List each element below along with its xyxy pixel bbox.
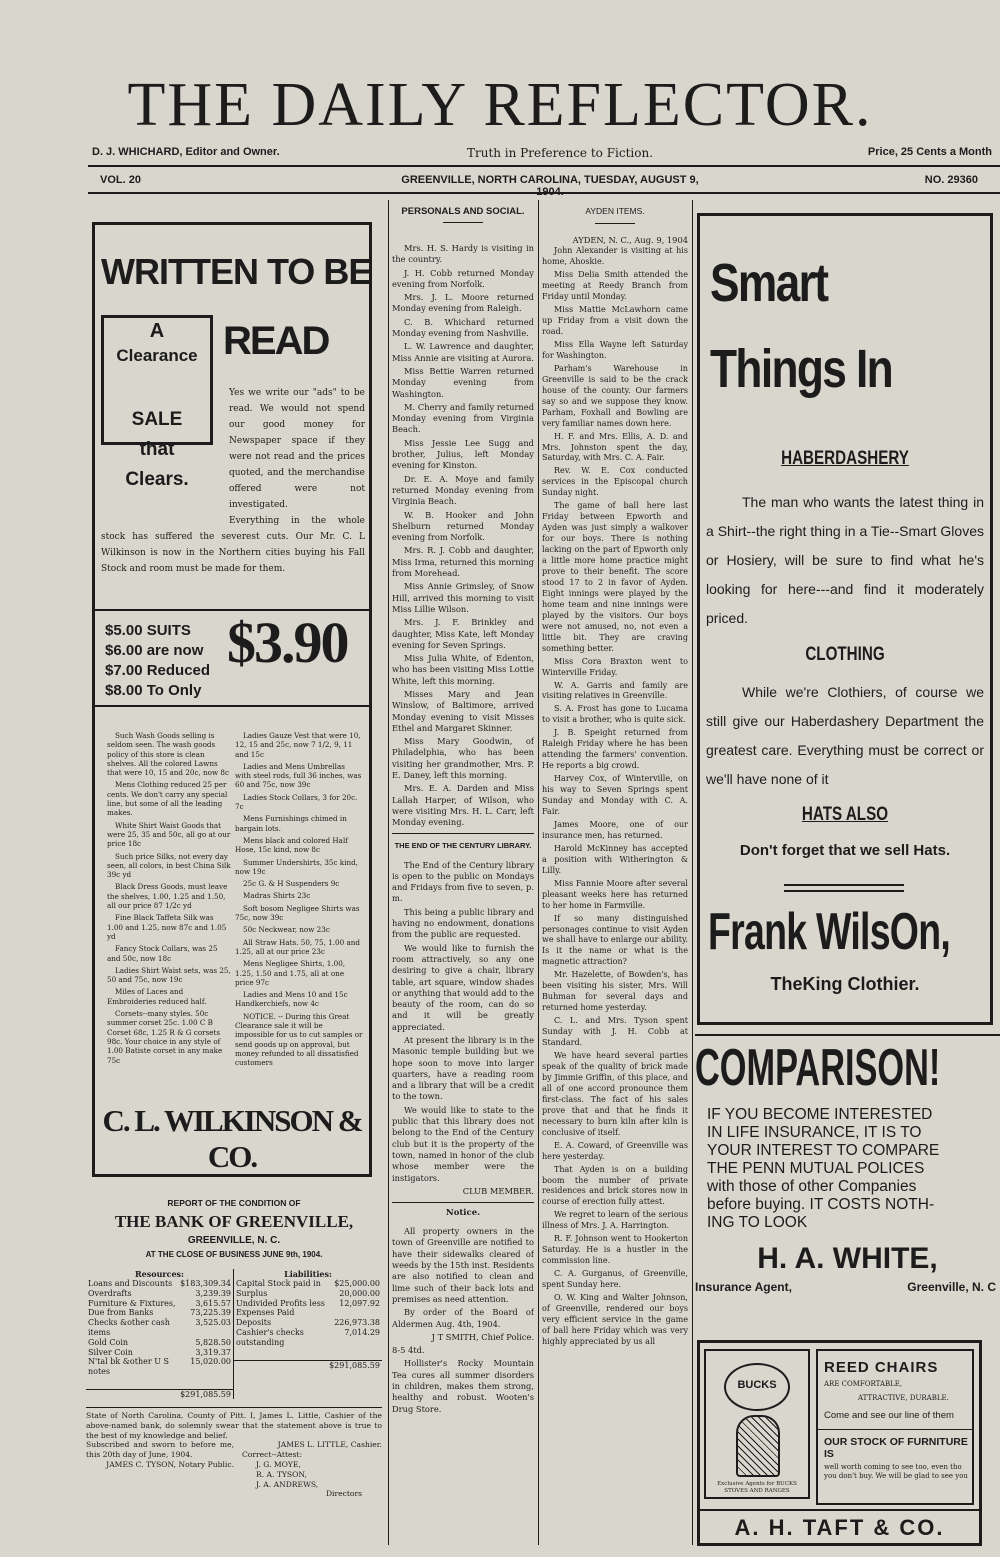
sale-item: Madras Shirts 23c xyxy=(243,891,311,901)
row-value: 3,319.37 xyxy=(195,1347,231,1357)
row-value: 3,615.57 xyxy=(195,1298,231,1308)
sale-item: Ladies Shirt Waist sets, was 25, 50 and 75c, now 19c xyxy=(107,965,231,985)
hollister-item: Hollister's Rocky Mountain Tea cures all summer disorders in children, makes them strong, healthy and robust. Wooten's Drug Store. xyxy=(392,1358,534,1414)
paragraph: Miss Fannie Moore after several pleasant weeks here has returned to her home in Farmville. xyxy=(542,878,688,910)
library-rule xyxy=(392,833,534,834)
sale-item: Mens Clothing reduced 25 per cents. We don't carry any special line, but some of all the leading makes. xyxy=(107,780,228,818)
clears-word: Clears. xyxy=(125,469,189,490)
row-value: 226,973.38 xyxy=(334,1318,380,1328)
sale-lines xyxy=(101,405,213,495)
wilson-ad xyxy=(697,213,993,1025)
paragraph: This being a public library and having no endowment, donations from the public are requested. xyxy=(392,906,534,940)
sale-item: Soft bosom Negligee Shirts was 75c, now 39c xyxy=(235,903,360,923)
liabilities-column xyxy=(234,1269,382,1399)
row-label: Capital Stock paid in xyxy=(236,1279,321,1288)
bank-report xyxy=(86,1198,382,1543)
comparison-line: IF YOU BECOME INTERESTED xyxy=(707,1106,933,1123)
directors-label: Directors xyxy=(325,1489,362,1499)
suits-line-3: $7.00 Reduced xyxy=(105,662,211,679)
bank-date-line: AT THE CLOSE OF BUSINESS JUNE 9th, 1904. xyxy=(145,1250,323,1259)
column-rule-1 xyxy=(388,200,389,1545)
paragraph: Miss Bettie Warren returned Monday evening from Washington. xyxy=(392,365,534,399)
comparison-line: THE PENN MUTUAL POLICES xyxy=(707,1160,925,1177)
row-label: N'tal bk &other U S notes xyxy=(88,1357,169,1377)
director-3: J. A. ANDREWS, xyxy=(256,1479,319,1489)
sale-item: Mens Negligee Shirts, 1.00, 1.25, 1.50 and 1.75, all at one price 97c xyxy=(235,959,346,987)
notice-rule xyxy=(392,1202,534,1203)
wilson-body-3: Don't forget that we sell Hats. xyxy=(739,842,951,859)
sale-item: Corsets--many styles. 50c summer corset 25c. 1.00 C B Corset 68c, 1.25 R & G corsets 98c. Your choice in any style of 1.00 Batiste corset in any make 75c xyxy=(107,1009,223,1065)
column-personals xyxy=(392,206,534,1546)
notice-body: All property owners in the town of Greenville are notified to have their sidewalks cleared of weeds by the 15th inst. Residents are also notified to clean and lime such of their back lots and premises as need attention. xyxy=(392,1226,534,1304)
notice-signed: J T SMITH, Chief Police. xyxy=(431,1331,534,1342)
sale-item: Mens Furnishings chimed in bargain lots. xyxy=(235,814,347,833)
paragraph: J. H. Cobb returned Monday evening from Norfolk. xyxy=(392,267,534,289)
taft-caption: Exclusive Agents for BUCKS STOVES AND RANGES xyxy=(717,1481,797,1494)
row-label: Silver Coin xyxy=(88,1347,133,1357)
attest-block xyxy=(234,1440,382,1499)
notice-ref: 8-5 4td. xyxy=(392,1345,425,1356)
subscribed-line: Subscribed and sworn to before me, this 20th day of June, 1904. xyxy=(86,1440,234,1460)
cashier-name: JAMES L. LITTLE, Cashier. xyxy=(277,1440,382,1450)
wilkinson-headline: WRITTEN TO BE xyxy=(101,251,372,292)
paragraph: L. W. Lawrence and daughter, Miss Annie are visiting at Aurora. xyxy=(392,341,534,363)
paragraph: Parham's Warehouse in Greenville is said to be the crack house of the county. Our farmers say so and we suppose they know. Parham, Foxhall and Bowling are very familiar names down here. xyxy=(542,363,688,428)
paragraph: Harold McKinney has accepted a position with Witherington & Lilly. xyxy=(542,843,688,875)
table-row xyxy=(234,1328,382,1348)
dateline: GREENVILLE, NORTH CAROLINA, TUESDAY, AUGUST 9, xyxy=(401,174,699,186)
table-row xyxy=(86,1318,233,1338)
paragraph: Rev. W. E. Cox conducted services in the Episcopal church Sunday night. xyxy=(542,466,688,498)
wilson-body-1: The man who wants the latest thing in a Shirt--the right thing in a Tie--Smart Gloves or Hosiery, will be sure to find what he's looking for here---and find it moderately priced. xyxy=(706,494,984,626)
row-value: 3,525.03 xyxy=(195,1318,231,1328)
reed-line-3: Come and see our line of them xyxy=(824,1410,954,1421)
paragraph: We would like to state to the public that this library does not belong to the End of the Century club but it is the property of the town, named in honor of the club whose member were the instigators. xyxy=(392,1104,534,1183)
notice-order: By order of the Board of Aldermen Aug. 4th, 1904. xyxy=(392,1307,534,1329)
reed-chair-icon xyxy=(736,1415,780,1477)
reed-line-2: ATTRACTIVE, DURABLE. xyxy=(858,1394,949,1402)
paragraph: That Ayden is on a building boom the number of private residences and brick stores now in course of erection fully attest. xyxy=(542,1164,688,1207)
bank-tables xyxy=(86,1269,382,1399)
row-value: 5,828.50 xyxy=(195,1337,231,1347)
paragraph: M. Cherry and family returned Monday evening from Virginia Beach. xyxy=(392,401,534,435)
wilson-haberdashery: HABERDASHERY xyxy=(781,448,909,469)
table-row xyxy=(86,1299,233,1309)
suits-line-1: $5.00 SUITS xyxy=(105,622,191,639)
wilson-tagline: TheKing Clothier. xyxy=(770,974,920,994)
motto: Truth in Preference to Fiction. xyxy=(466,146,654,160)
paragraph: Miss Jessie Lee Sugg and brother, Julius, left Monday evening for Kinston. xyxy=(392,437,534,471)
paragraph: Mrs. H. S. Hardy is visiting in the country. xyxy=(392,243,534,265)
sale-item: Black Dress Goods, must leave the shelves, 1.00, 1.25 and 1.50, all our price 87 1/2c yd xyxy=(107,882,228,911)
table-row xyxy=(234,1279,382,1289)
sale-item: Ladies and Mens 10 and 15c Handkerchiefs, now 4c xyxy=(235,990,348,1009)
table-row xyxy=(86,1279,233,1289)
paragraph: Mr. Hazelette, of Bowden's, has been visiting his sister, Mrs. Will Buhman for several days and returned home yesterday. xyxy=(542,970,688,1013)
column-ayden xyxy=(542,206,688,1546)
issue-number: NO. 29360 xyxy=(924,174,978,186)
paragraph: Dr. E. A. Moye and family returned Monday evening from Virginia Beach. xyxy=(392,473,534,507)
ayden-list xyxy=(542,246,688,1348)
row-label: Cashier's checks outstanding xyxy=(236,1327,304,1347)
comparison-line: with those of other Companies xyxy=(707,1178,917,1195)
sale-item: 25c G. & H Suspenders 9c xyxy=(243,879,340,889)
paragraph: Miss Mattie McLawhorn came up Friday from a visit down the road. xyxy=(542,305,688,336)
paragraph: C. A. Gurganus, of Greenville, spent Sunday here. xyxy=(542,1269,688,1290)
reed-line-1: ARE COMFORTABLE, xyxy=(824,1380,903,1388)
paragraph: Mrs. J. F. Brinkley and daughter, Miss Kate, left Monday evening for Seven Springs. xyxy=(392,617,534,650)
suits-list xyxy=(105,621,210,701)
table-row xyxy=(86,1308,233,1318)
table-row xyxy=(86,1338,233,1348)
liabilities-total: $291,085.59 xyxy=(234,1360,382,1370)
wilkinson-signature: C. L. WILKINSON & CO. xyxy=(102,1103,362,1174)
row-label: Overdrafts xyxy=(88,1288,132,1298)
table-row xyxy=(86,1348,233,1358)
paragraph: W. A. Garris and family are visiting relatives in Greenville. xyxy=(542,680,688,701)
paragraph: Mrs. R. J. Cobb and daughter, Miss Irma, returned this morning from Morehead. xyxy=(392,545,534,579)
sale-item: Mens black and colored Half Hose, 15c kind, now 8c xyxy=(235,835,348,855)
row-label: Loans and Discounts xyxy=(88,1279,173,1288)
sale-item: Ladies and Mens Umbrellas with steel rods, full 36 inches, was 60 and 75c, now 39c xyxy=(235,761,362,790)
wilson-ornament xyxy=(784,884,904,892)
paragraph: We would like to furnish the room attractively, so any one desiring to give a chair, library table, art square, window shades or anything that would add to the beauty of the room, can do so and it will be greatly appreciated. xyxy=(392,942,534,1032)
comparison-line: IN LIFE INSURANCE, IT IS TO xyxy=(707,1124,922,1141)
sale-item: Such price Silks, not every day seen, all colors, in best China Silk 39c yd xyxy=(107,851,231,880)
row-value: 12,097.92 xyxy=(339,1298,380,1308)
items-right xyxy=(235,731,363,1071)
paragraph: John Alexander is visiting at his home, Ahoskie. xyxy=(542,246,688,267)
ayden-heading: AYDEN ITEMS. xyxy=(585,206,645,216)
comparison-line: ING TO LOOK xyxy=(707,1214,808,1231)
paragraph: Misses Mary and Jean Winslow, of Baltimore, arrived Monday evening to visit Misses Ethel and Margaret Skinner. xyxy=(392,688,534,733)
correct-attest: Correct--Attest: xyxy=(242,1450,303,1460)
row-value: 7,014.29 xyxy=(344,1327,380,1337)
row-label: Due from Banks xyxy=(88,1308,154,1318)
sale-word: SALE xyxy=(131,409,183,430)
comparison-line: YOUR INTEREST TO COMPARE xyxy=(707,1142,940,1159)
bank-place: GREENVILLE, N. C. xyxy=(187,1235,281,1246)
reed-chairs-headline: REED CHAIRS xyxy=(824,1359,939,1376)
taft-ad xyxy=(697,1340,982,1546)
bank-signatures xyxy=(86,1440,382,1499)
sale-item: Such Wash Goods selling is seldom seen. The wash goods policy of this store is clean shelves. All the colored Lawns that were 10, 15 and 20c, now 8c xyxy=(107,731,230,778)
sale-item: Fancy Stock Collars, was 25 and 50c, now 18c xyxy=(107,944,218,963)
editor-line: D. J. WHICHARD, Editor and Owner. xyxy=(92,146,280,158)
comparison-headline: COMPARISON! xyxy=(695,1039,941,1097)
paragraph: Mrs. E. A. Darden and Miss Lallah Harper, of Wilson, who were visiting Mrs. H. L. Carr, left Monday evening. xyxy=(392,783,534,828)
items-left xyxy=(107,731,231,1068)
paragraph: The game of ball here last Friday between Epworth and Ayden was just simply a walkover for our boys. There is nothing lacking on the part of Epworth only a little more home practice might prove to their benefit. The score stood 17 to 2 in favor of Ayden. Eight innings were played by the home team and nine innings were played by the visitors. Our boys were not amused, no, not even a little bit. They are craving something better. xyxy=(542,501,688,653)
bank-report-line1: REPORT OF THE CONDITION OF xyxy=(167,1198,301,1208)
comparison-name: H. A. WHITE, xyxy=(757,1242,938,1275)
row-value: 73,225.39 xyxy=(190,1308,231,1318)
wilkinson-body-1: Yes we write our "ads" to be read. We would not spend our good money for Newspaper space if they were not read and the prices quoted, and the merchandise offered were not investigated. xyxy=(229,388,365,510)
paragraph: Mrs. J. L. Moore returned Monday evening from Raleigh. xyxy=(392,292,534,314)
wilson-hats: HATS ALSO xyxy=(801,804,889,825)
director-2: R. A. TYSON, xyxy=(256,1469,307,1479)
row-label: Furniture & Fixtures, xyxy=(88,1298,176,1308)
row-value: 20,000.00 xyxy=(339,1288,380,1298)
paragraph: C. L. and Mrs. Tyson spent Sunday with J. H. Cobb at Standard. xyxy=(542,1016,688,1048)
resources-header: Resources: xyxy=(134,1269,185,1279)
table-row xyxy=(86,1289,233,1299)
furniture-stock-body: well worth coming to see too, even tho you don't buy. We will be glad to see you xyxy=(824,1463,968,1480)
paragraph: Miss Julia White, of Edenton, who has been visiting Miss Lottie White, left this morning. xyxy=(392,653,534,686)
wilson-clothing: CLOTHING xyxy=(805,644,885,665)
row-value: 15,020.00 xyxy=(190,1357,231,1367)
sale-item: 50c Neckwear, now 23c xyxy=(243,925,330,935)
suits-line-4: $8.00 To Only xyxy=(105,682,202,699)
paragraph: Miss Cora Braxton went to Winterville Friday. xyxy=(542,656,688,677)
row-label: Checks &other cash items xyxy=(88,1318,170,1337)
paragraph: S. A. Frost has gone to Lucama to visit a brother, who is quite sick. xyxy=(542,704,688,725)
taft-badge xyxy=(704,1349,810,1499)
paragraph: Miss Delia Smith attended the meeting at Reedy Branch from Friday until Monday. xyxy=(542,270,688,302)
column-rule-3 xyxy=(692,200,693,1545)
row-value: $183,309.34 xyxy=(180,1279,231,1288)
price-line: Price, 25 Cents a Month xyxy=(867,146,992,158)
paragraph: W. B. Hooker and John Shelburn returned Monday evening from Norfolk. xyxy=(392,509,534,543)
volume: VOL. 20 xyxy=(100,174,141,186)
personals-heading: PERSONALS AND SOCIAL. xyxy=(401,206,525,217)
paragraph: If so many distinguished personages continue to visit Ayden we shall have to enlarge our ability. Is it the name or what is the magnetic attraction? xyxy=(542,913,688,967)
clearance-a: A xyxy=(149,320,165,342)
resources-table xyxy=(86,1279,233,1377)
wilson-things-in: Things In xyxy=(710,339,893,399)
paragraph: We regret to learn of the serious illness of Mrs. J. A. Harrington. xyxy=(542,1210,688,1231)
comparison-line: before buying. IT COSTS NOTH- xyxy=(707,1196,935,1213)
paragraph: James Moore, one of our insurance men, has returned. xyxy=(542,819,688,840)
comparison-body xyxy=(707,1106,1000,1232)
paragraph: O. W. King and Walter Johnson, of Greenville, rendered our boys very efficient service in the game of ball here Friday which was very highly appreciated by us all xyxy=(542,1293,688,1346)
wilkinson-ad xyxy=(92,222,372,1177)
bank-name: THE BANK OF GREENVILLE, xyxy=(114,1212,354,1231)
table-row xyxy=(234,1318,382,1328)
paragraph: C. B. Whichard returned Monday evening from Nashville. xyxy=(392,316,534,339)
library-signature: CLUB MEMBER. xyxy=(462,1185,534,1196)
bucks-badge-label: BUCKS xyxy=(737,1379,777,1391)
row-label: Undivided Profits less Expenses Paid xyxy=(236,1298,325,1318)
masthead-rule-top xyxy=(88,165,1000,167)
paragraph: Miss Mary Goodwin, of Philadelphia, who has been visiting her grandmother, Mrs. P. E. Daney, left this morning. xyxy=(392,736,534,781)
library-list xyxy=(392,860,534,1184)
row-label: Gold Coin xyxy=(88,1337,129,1347)
sale-item: All Straw Hats. 50, 75, 1.00 and 1.25, all at our price 23c xyxy=(235,937,360,956)
taft-name: A. H. TAFT & CO. xyxy=(700,1509,979,1541)
notary-name: JAMES C. TYSON, Notary Public. xyxy=(106,1459,234,1469)
wilson-smart: Smart xyxy=(710,253,828,313)
sale-item: Miles of Laces and Embroideries reduced half. xyxy=(107,987,207,1006)
masthead-rule-bottom xyxy=(88,192,1000,194)
library-heading: THE END OF THE CENTURY LIBRARY. xyxy=(394,840,532,850)
paragraph: E. A. Coward, of Greenville was here yesterday. xyxy=(542,1140,688,1161)
read-word: READ xyxy=(223,319,329,363)
resources-total: $291,085.59 xyxy=(86,1389,233,1399)
wilson-body-2: While we're Clothiers, of course we still give our Haberdashery Department the greatest care. Everything must be correct or we'll have none of it xyxy=(706,684,984,787)
paragraph: J. B. Speight returned from Raleigh Friday where he has been attending the farmers' convention. He reports a big crowd. xyxy=(542,728,688,771)
ayden-dateline: AYDEN, N. C., Aug. 9, 1904 xyxy=(572,235,688,245)
paragraph: Harvey Cox, of Winterville, on his way to Seven Springs spent Sunday and Monday with C. A. Fair. xyxy=(542,774,688,816)
notice-heading: Notice. xyxy=(445,1208,481,1219)
suit-price: $3.90 xyxy=(227,610,348,675)
resources-column xyxy=(86,1269,234,1399)
sale-item: Ladies Gauze Vest that were 10, 12, 15 and 25c, now 7 1/2, 9, 11 and 15c xyxy=(235,731,361,759)
row-label: Deposits xyxy=(236,1318,272,1328)
sale-item: Ladies Stock Collars, 3 for 20c. 7c xyxy=(235,792,358,812)
bank-divider xyxy=(86,1407,382,1408)
wilkinson-body-2: Everything in the whole stock has suffered the severest cuts. Our Mr. C. L Wilkinson is now in the Northern cities buying his Fall Stock and room must be made for them. xyxy=(101,516,365,574)
row-value: $25,000.00 xyxy=(334,1279,380,1288)
row-label: Surplus xyxy=(236,1288,268,1298)
comparison-footer xyxy=(695,1280,1000,1294)
masthead-title: THE DAILY REFLECTOR. xyxy=(127,71,873,139)
suits-line-2: $6.00 are now xyxy=(105,642,204,659)
liabilities-table xyxy=(234,1279,382,1348)
paragraph: Miss Ella Wayne left Saturday for Washington. xyxy=(542,339,688,360)
sale-item: White Shirt Waist Goods that were 25, 35 and 50c, all go at our price 18c xyxy=(107,820,231,849)
furniture-stock: OUR STOCK OF FURNITURE IS xyxy=(824,1436,968,1460)
paragraph: H. F. and Mrs. Ellis, A. D. and Mrs. Johnston spent the day, Saturday, with Mrs. C. A. Fair. xyxy=(542,431,688,463)
paragraph: At present the library is in the Masonic temple building but we hope soon to move into larger quarters, have a reading room and a library that will be a credit to the town. xyxy=(392,1035,534,1102)
paragraph: We have heard several parties speak of the quality of brick made by Jimmie Griffin, of this place, and all of one accord pronounce them first-class. The fact of his sales prove that and that he finds it necessary to burn kiln after kiln is conclusive of itself. xyxy=(542,1051,688,1137)
notice-block xyxy=(392,1226,534,1415)
bank-oath: State of North Carolina, County of Pitt. I, James L. Little, Cashier of the above-named bank, do solemnly swear that the statement above is true to the best of my knowledge and belief. xyxy=(86,1410,382,1440)
table-row xyxy=(234,1299,382,1319)
table-row xyxy=(234,1289,382,1299)
table-row xyxy=(86,1357,233,1377)
row-value: 3,239.39 xyxy=(195,1288,231,1298)
sale-item: Summer Undershirts, 35c kind, now 19c xyxy=(235,857,358,876)
sale-item: Fine Black Taffeta Silk was 1.00 and 1.25, now 87c and 1.05 yd xyxy=(107,913,227,941)
notary-block xyxy=(86,1440,234,1499)
paragraph: The End of the Century library is open to the public on Mondays and Fridays from five to seven, p. m. xyxy=(392,859,534,904)
paragraph: R. F. Johnson went to Hookerton Saturday. He is a hustler in the commission line. xyxy=(542,1234,688,1266)
comparison-ad xyxy=(695,1030,1000,1330)
personals-list xyxy=(392,243,534,829)
wilson-name: Frank WilsOn, xyxy=(708,903,951,961)
reed-chairs-box xyxy=(816,1349,974,1505)
wilkinson-divider-2 xyxy=(95,705,369,707)
personals-heading-rule xyxy=(443,222,483,223)
comparison-place: Greenville, N. C xyxy=(907,1280,996,1294)
reed-divider xyxy=(818,1429,972,1430)
comparison-agent: Insurance Agent, xyxy=(695,1280,792,1294)
that-word: that xyxy=(139,439,175,460)
liabilities-header: Liabilities: xyxy=(284,1269,332,1279)
comparison-rule xyxy=(695,1034,1000,1036)
ayden-heading-rule xyxy=(595,223,635,224)
clearance-line: Clearance xyxy=(116,346,198,365)
paragraph: Miss Annie Grimsley, of Snow Hill, arrived this morning to visit Miss Lillie Wilson. xyxy=(392,581,534,614)
director-1: J. G. MOYE, xyxy=(256,1459,301,1469)
column-rule-2 xyxy=(538,200,539,1545)
sale-item: NOTICE. -- During this Great Clearance sale it will be impossible for us to cut samples or send goods up on approval, but money refunded to all dissatisfied customers xyxy=(235,1011,363,1068)
